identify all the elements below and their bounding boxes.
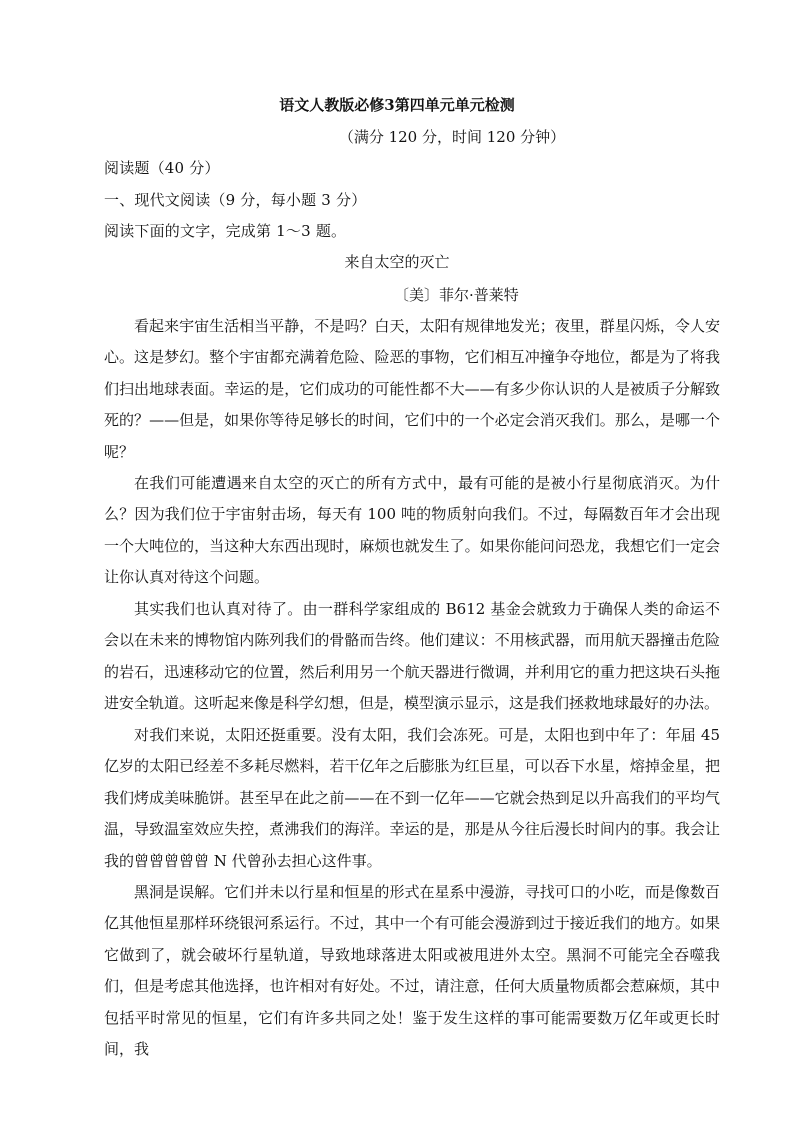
subsection-heading: 一、现代文阅读（9 分，每小题 3 分）: [104, 191, 367, 209]
article-title: 来自太空的灭亡: [344, 253, 450, 271]
instruction-text: 阅读下面的文字，完成第 1～3 题。: [104, 222, 347, 240]
article-paragraph-5: 黑洞是误解。它们并未以行星和恒星的形式在星系中漫游，寻找可口的小吃，而是像数百亿其他恒星那样环绕银河系运行。不过，其中一个有可能会漫游到过于接近我们的地方。如果它做到了，就会破坏行星轨道，导致地球落进太阳或被甩进外太空。黑洞不可能完全吞噬我们，但是考虑其他选择，也许相对有好处。不过，请注意，任何大质量物质都会惹麻烦，其中包括平时常见的恒星，它们有许多共同之处！鉴于发生这样的事可能需要数万亿年或更长时间，我: [104, 883, 720, 1059]
article-author: 〔美〕菲尔·普莱特: [394, 286, 519, 304]
article-paragraph-2: 在我们可能遭遇来自太空的灭亡的所有方式中，最有可能的是被小行星彻底消灭。为什么？因为我们位于宇宙射击场，每天有 100 吨的物质射向我们。不过，每隔数百年才会出现一个大吨位的，当这种大东西出现时，麻烦也就发生了。如果你能问问恐龙，我想它们一定会让你认真对待这个问题。: [104, 474, 720, 587]
article-paragraph-3: 其实我们也认真对待了。由一群科学家组成的 B612 基金会就致力于确保人类的命运不会以在未来的博物馆内陈列我们的骨骼而告终。他们建议：不用核武器，而用航天器撞击危险的岩石，迅速移动它的位置，然后利用另一个航天器进行微调，并利用它的重力把这块石头拖进安全轨道。这听起来像是科学幻想，但是，模型演示显示，这是我们拯救地球最好的办法。: [104, 600, 720, 713]
article-paragraph-1: 看起来宇宙生活相当平静，不是吗？白天，太阳有规律地发光；夜里，群星闪烁，令人安心。这是梦幻。整个宇宙都充满着危险、险恶的事物，它们相互冲撞争夺地位，都是为了将我们扫出地球表面。幸运的是，它们成功的可能性都不大——有多少你认识的人是被质子分解致死的？——但是，如果你等待足够长的时间，它们中的一个必定会消灭我们。那么，是哪一个呢？: [104, 317, 720, 461]
doc-title: 语文人教版必修3第四单元单元检测: [279, 96, 515, 114]
section-heading: 阅读题（40 分）: [104, 159, 220, 177]
article-paragraph-4: 对我们来说，太阳还挺重要。没有太阳，我们会冻死。可是，太阳也到中年了：年届 45 亿岁的太阳已经差不多耗尽燃料，若干亿年之后膨胀为红巨星，可以吞下水星，熔掉金星，把我们烤成美味脆饼。甚至早在此之前——在不到一亿年——它就会热到足以升高我们的平均气温，导致温室效应失控，煮沸我们的海洋。幸运的是，那是从今往后漫长时间内的事。我会让我的曾曾曾曾曾 N 代曾孙去担心这件事。: [104, 726, 720, 870]
doc-subtitle: （满分 120 分，时间 120 分钟）: [338, 128, 566, 146]
